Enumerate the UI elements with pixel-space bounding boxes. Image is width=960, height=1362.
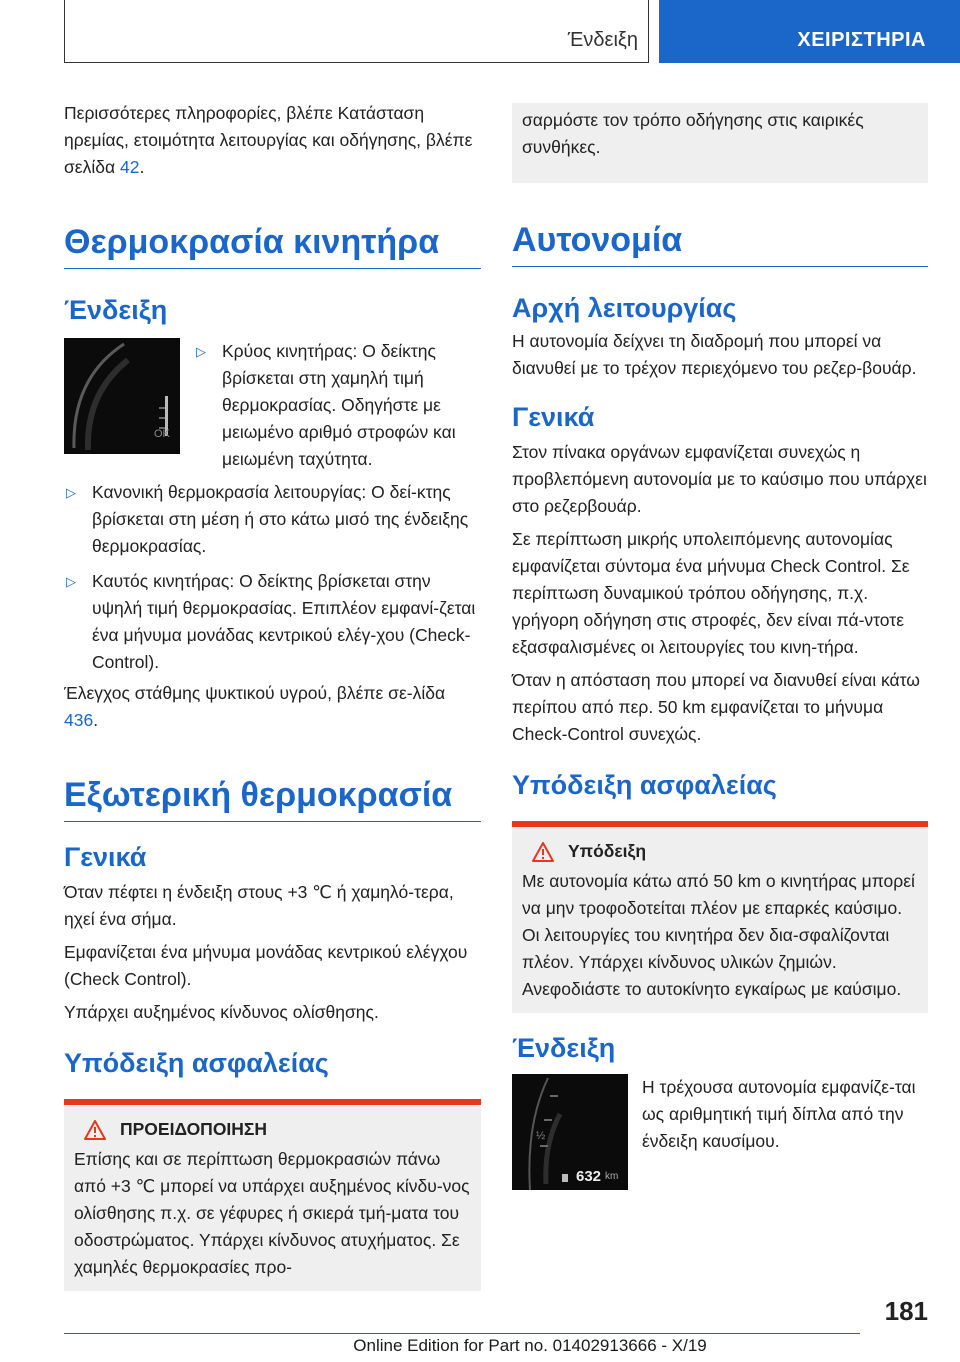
warning-triangle-icon bbox=[84, 1120, 106, 1140]
bullet-triangle-icon: ▷ bbox=[66, 574, 76, 589]
bullet-hot-engine bbox=[64, 568, 481, 676]
page-number: 181 bbox=[884, 1296, 928, 1326]
footer-divider bbox=[64, 1333, 860, 1334]
note-box bbox=[512, 821, 928, 1013]
fuel-range-image bbox=[512, 1074, 628, 1190]
range-general-p1: Στον πίνακα οργάνων εμφανίζεται συνεχώς η προβλεπόμενη αυτονομία με το καύσιμο που υπάρχει στο ρεζερβουάρ. bbox=[512, 442, 927, 516]
engine-temp-indicator-heading: Ένδειξη bbox=[64, 295, 168, 325]
outside-general-p2: Εμφανίζεται ένα μήνυμα μονάδας κεντρικού ελέγχου (Check Control). bbox=[64, 942, 468, 989]
left-column bbox=[64, 100, 481, 1291]
range-indicator-text: Η τρέχουσα αυτονομία εμφανίζε-ται ως αριθμητική τιμή δίπλα από την ένδειξη καυσίμου. bbox=[642, 1077, 916, 1151]
outside-temp-general-heading: Γενικά bbox=[64, 842, 147, 872]
bullet-cold-text: Κρύος κινητήρας: Ο δείκτης βρίσκεται στη χαμηλή τιμή θερμοκρασίας. Οδηγήστε με μειωμένο αριθμό στροφών και μειωμένη ταχύτητα. bbox=[222, 341, 456, 469]
bullet-cold-engine bbox=[194, 338, 481, 473]
intro-paragraph: Περισσότερες πληροφορίες, βλέπε Κατάσταση ηρεμίας, ετοιμότητα λειτουργίας και οδήγησης, βλέπε σελίδα 42. bbox=[64, 103, 473, 177]
range-heading: Αυτονομία bbox=[512, 221, 928, 267]
warning-title: ΠΡΟΕΙΔΟΠΟΙΗΣΗ bbox=[120, 1119, 268, 1139]
note-title-row bbox=[532, 841, 918, 862]
engine-temp-heading: Θερμοκρασία κινητήρα bbox=[64, 223, 481, 269]
range-indicator-heading: Ένδειξη bbox=[512, 1033, 616, 1063]
outside-general-p3: Υπάρχει αυξημένος κίνδυνος ολίσθησης. bbox=[64, 1002, 379, 1022]
range-unit: km bbox=[605, 1171, 619, 1182]
warning-title-row bbox=[84, 1119, 471, 1140]
range-general-p3: Όταν η απόσταση που μπορεί να διανυθεί είναι κάτω περίπου από περ. 50 km εμφανίζεται το μήνυμα Check-Control συνεχώς. bbox=[512, 670, 920, 744]
intro-text: Περισσότερες πληροφορίες, βλέπε Κατάσταση ηρεμίας, ετοιμότητα λειτουργίας και οδήγησης, βλέπε σελίδα bbox=[64, 103, 473, 177]
range-indicator-row bbox=[512, 1074, 928, 1190]
warning-box bbox=[64, 1099, 481, 1291]
note-triangle-icon bbox=[532, 842, 554, 862]
principle-heading: Αρχή λειτουργίας bbox=[512, 293, 737, 323]
warning-text: Επίσης και σε περίπτωση θερμοκρασιών πάνω από +3 ℃ μπορεί να υπάρχει αυξημένος κίνδυ-νος ολίσθησης π.χ. σε γέφυρες ή σκιερά τμή-ματα του οδοστρώματος. Υπάρχει κίνδυνος ατυχήματος. Σε χαμηλές θερμοκρασίες προ- bbox=[74, 1149, 470, 1277]
coolant-text: Έλεγχος στάθμης ψυκτικού υγρού, βλέπε σε-λίδα bbox=[64, 683, 446, 703]
coolant-paragraph: Έλεγχος στάθμης ψυκτικού υγρού, βλέπε σε-λίδα 436. bbox=[64, 683, 446, 730]
outside-general-p1: Όταν πέφτει η ένδειξη στους +3 ℃ ή χαμηλό-τερα, ηχεί ένα σήμα. bbox=[64, 882, 454, 929]
gauge-ok-label: OK bbox=[154, 428, 170, 440]
bullet-triangle-icon: ▷ bbox=[66, 485, 76, 500]
right-safety-heading: Υπόδειξη ασφαλείας bbox=[512, 770, 777, 800]
bullet-normal-text: Κανονική θερμοκρασία λειτουργίας: Ο δεί-κτης βρίσκεται στη μέση ή στο κάτω μισό της ένδειξης θερμοκρασίας. bbox=[92, 482, 469, 556]
header-chapter-label: ΧΕΙΡΙΣΤΗΡΙΑ bbox=[797, 29, 926, 51]
bullet-hot-text: Καυτός κινητήρας: Ο δείκτης βρίσκεται στην υψηλή τιμή θερμοκρασίας. Επιπλέον εμφανί-ζεται ένα μήνυμα μονάδας κεντρικού ελέγ-χου (Check-Control). bbox=[92, 571, 476, 672]
note-title: Υπόδειξη bbox=[568, 841, 647, 861]
header-section-label: Ένδειξη bbox=[567, 29, 638, 51]
intro-page-link[interactable]: 42 bbox=[119, 157, 140, 177]
coolant-page-link[interactable]: 436 bbox=[64, 710, 94, 730]
range-general-heading: Γενικά bbox=[512, 402, 595, 432]
bullet-triangle-icon: ▷ bbox=[196, 344, 206, 359]
bullet-normal-temp bbox=[64, 479, 481, 560]
temperature-gauge-image bbox=[64, 338, 180, 454]
footer-edition: Online Edition for Part no. 01402913666 - X/19 bbox=[353, 1336, 707, 1355]
gauge-half-label: ½ bbox=[536, 1130, 546, 1142]
warning-continuation-text: σαρμόστε τον τρόπο οδήγησης στις καιρικές συνθήκες. bbox=[522, 110, 864, 157]
header-section-box bbox=[64, 0, 649, 63]
range-general-p2: Σε περίπτωση μικρής υπολειπόμενης αυτονομίας εμφανίζεται σύντομα ένα μήνυμα Check Control. Σε περίπτωση δυναμικού τρόπου οδήγησης, π.χ. γρήγορη οδήγηση στις στροφές, δεν είναι πά-ντοτε εξασφαλισμένες οι λειτουργίες του κινη-τήρα. bbox=[512, 529, 910, 657]
note-text: Με αυτονομία κάτω από 50 km ο κινητήρας μπορεί να μην τροφοδοτείται πλέον με επαρκές καύσιμο. Οι λειτουργίες του κινητήρα δεν δια-σφαλίζονται πλέον. Υπάρχει κίνδυνος υλικών ζημιών. Ανεφοδιάστε το αυτοκίνητο εγκαίρως με καύσιμο. bbox=[522, 871, 915, 999]
warning-continuation-box bbox=[512, 103, 928, 183]
outside-temp-heading: Εξωτερική θερμοκρασία bbox=[64, 776, 481, 822]
gauge-row bbox=[64, 338, 481, 473]
principle-text: Η αυτονομία δείχνει τη διαδρομή που μπορεί να διανυθεί με το τρέχον περιεχόμενο του ρεζερ-βουάρ. bbox=[512, 331, 917, 378]
left-safety-heading: Υπόδειξη ασφαλείας bbox=[64, 1048, 329, 1078]
header-chapter-tab[interactable] bbox=[659, 0, 960, 63]
right-column bbox=[512, 103, 928, 1190]
range-value: 632 bbox=[576, 1168, 602, 1185]
